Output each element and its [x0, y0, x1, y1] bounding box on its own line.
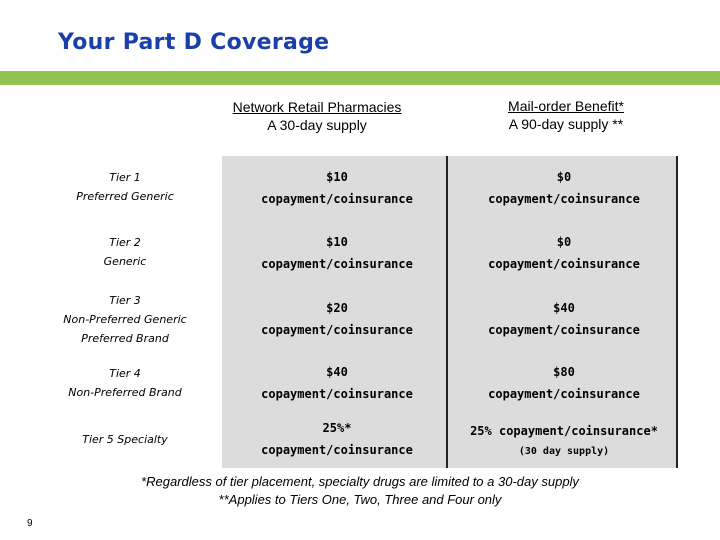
- cost-type: copayment/coinsurance: [261, 323, 413, 337]
- cost-amount: $0: [556, 170, 572, 184]
- tier-3-retail-cost: [232, 297, 442, 341]
- footnote-specialty: *Regardless of tier placement, specialty drugs are limited to a 30-day supply: [141, 474, 579, 489]
- column-header-retail: [214, 98, 420, 134]
- tier-name: Tier 3: [109, 294, 141, 307]
- tier-name: Tier 2: [109, 236, 141, 249]
- cost-amount: $40: [326, 365, 348, 379]
- column-header-retail-title: Network Retail Pharmacies: [232, 99, 402, 115]
- cost-type: copayment/coinsurance: [261, 257, 413, 271]
- row-label-tier-4: [40, 364, 210, 402]
- cost-amount: 25% copayment/coinsurance*: [470, 424, 658, 438]
- column-header-mail-title: Mail-order Benefit*: [508, 98, 624, 114]
- tier-5-retail-cost: [232, 417, 442, 461]
- cost-type: copayment/coinsurance: [488, 257, 640, 271]
- tier-description: Non-Preferred Generic: [63, 313, 187, 326]
- cost-amount: 25%*: [322, 421, 352, 435]
- cost-type: copayment/coinsurance: [261, 443, 413, 457]
- tier-description: Preferred Generic: [76, 190, 174, 203]
- cost-type: copayment/coinsurance: [261, 192, 413, 206]
- tier-name: Tier 1: [109, 171, 141, 184]
- tier-1-mail-cost: [454, 166, 674, 210]
- cost-amount: $0: [556, 235, 572, 249]
- cost-amount: $20: [326, 301, 348, 315]
- cost-amount: $40: [553, 301, 575, 315]
- tier-4-retail-cost: [232, 361, 442, 405]
- tier-2-mail-cost: [454, 231, 674, 275]
- accent-bar: [0, 71, 720, 85]
- row-label-tier-3: [40, 291, 210, 348]
- cost-type: copayment/coinsurance: [488, 323, 640, 337]
- column-header-mail-supply: A 90-day supply **: [508, 116, 624, 132]
- row-label-tier-2: [40, 233, 210, 271]
- cost-amount: $10: [326, 170, 348, 184]
- tier-2-retail-cost: [232, 231, 442, 275]
- page-number: 9: [27, 518, 33, 529]
- tier-name: Tier 5 Specialty: [82, 433, 168, 446]
- supply-note: (30 day supply): [518, 446, 610, 457]
- tier-3-mail-cost: [454, 297, 674, 341]
- tier-5-mail-cost: [454, 420, 674, 462]
- tier-description: Generic: [103, 255, 147, 268]
- cost-type: copayment/coinsurance: [488, 387, 640, 401]
- cost-type: copayment/coinsurance: [488, 192, 640, 206]
- tier-description: Non-Preferred Brand: [68, 386, 182, 399]
- row-label-tier-1: [40, 168, 210, 206]
- row-label-tier-5: [40, 430, 210, 449]
- cost-amount: $10: [326, 235, 348, 249]
- footnote-tiers: **Applies to Tiers One, Two, Three and Four only: [218, 492, 502, 507]
- tier-name: Tier 4: [109, 367, 141, 380]
- cost-type: copayment/coinsurance: [261, 387, 413, 401]
- tier-4-mail-cost: [454, 361, 674, 405]
- page-title: Your Part D Coverage: [58, 30, 330, 55]
- tier-1-retail-cost: [232, 166, 442, 210]
- cost-amount: $80: [553, 365, 575, 379]
- column-header-mail: [466, 97, 666, 133]
- tier-description: Preferred Brand: [81, 332, 169, 345]
- column-header-retail-supply: A 30-day supply: [267, 117, 367, 133]
